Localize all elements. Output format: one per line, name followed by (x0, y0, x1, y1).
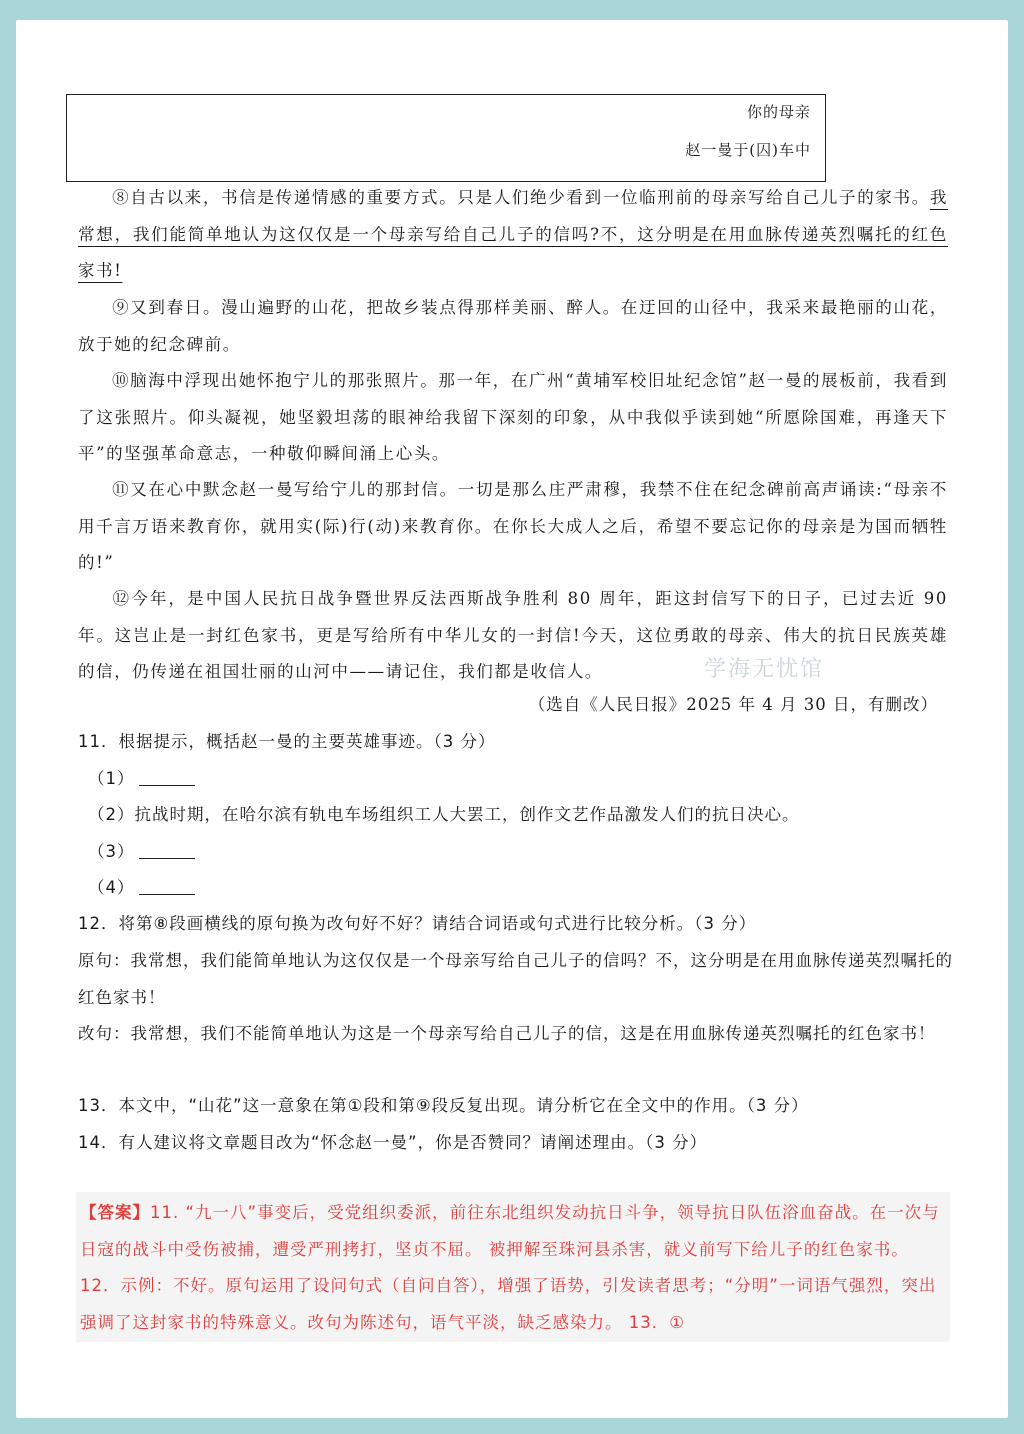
answer-tag: 【答案】 (80, 1203, 150, 1222)
question-13: 13．本文中，“山花”这一意象在第①段和第⑨段反复出现。请分析它在全文中的作用。（3 分） (78, 1096, 809, 1115)
watermark: 学海无忧馆 (704, 657, 825, 682)
question-11-item-4 (88, 870, 968, 907)
letter-closing: 你的母亲 (746, 103, 811, 121)
paragraph-10 (78, 363, 948, 473)
question-11: 11．根据提示，概括赵一曼的主要英雄事迹。（3 分） (78, 732, 496, 751)
paragraph-12-text: ⑫今年，是中国人民抗日战争暨世界反法西斯战争胜利 80 周年，距这封信写下的日子，已过去近 90 年。这岂止是一封红色家书，更是写给所有中华儿女的一封信!今天，这位勇敢的母亲、伟大的抗日民族英雄的信，仍传递在祖国壮丽的山河中——请记住，我们都是收信人。 (78, 589, 948, 681)
answer-blank[interactable] (139, 767, 195, 786)
paragraph-9-text: ⑨又到春日。漫山遍野的山花，把故乡装点得那样美丽、醉人。在迂回的山径中，我采来最艳丽的山花，放于她的纪念碑前。 (78, 298, 948, 354)
question-11-item-1 (88, 761, 968, 798)
item-number: （1） (88, 769, 135, 788)
question-14: 14．有人建议将文章题目改为“怀念赵一曼”，你是否赞同？请阐述理由。（3 分） (78, 1133, 708, 1152)
question-12: 12．将第⑧段画横线的原句换为改句好不好？请结合词语或句式进行比较分析。（3 分） (78, 914, 757, 933)
answer-blank[interactable] (139, 876, 195, 895)
letter-excerpt-box (66, 94, 826, 182)
answer-text-block (76, 1192, 950, 1341)
item-number: （4） (88, 878, 135, 897)
paragraph-10-text: ⑩脑海中浮现出她怀抱宁儿的那张照片。那一年，在广州“黄埔军校旧址纪念馆”赵一曼的展板前，我看到了这张照片。仰头凝视，她坚毅坦荡的眼神给我留下深刻的印象，从中我似乎读到她“所愿除国难，再逢天下平”的坚强革命意志，一种敬仰瞬间涌上心头。 (78, 371, 948, 463)
paragraph-11 (78, 472, 948, 582)
exam-page (16, 20, 1008, 1418)
paragraph-11-text: ⑪又在心中默念赵一曼写给宁儿的那封信。一切是那么庄严肃穆，我禁不住在纪念碑前高声诵读:“母亲不用千言万语来教育你，就用实(际)行(动)来教育你。在你长大成人之后，希望不要忘记你的母亲是为国而牺牲的!” (78, 480, 948, 572)
answer-blank[interactable] (139, 840, 195, 859)
letter-signature: 赵一曼于(囚)车中 (685, 141, 811, 159)
paragraph-8-underlined-sentence: 我常想，我们能简单地认为这仅仅是一个母亲写给自己儿子的信吗?不，这分明是在用血脉传递英烈嘱托的红色家书! (78, 188, 948, 280)
paragraph-9 (78, 290, 948, 363)
paragraph-8 (78, 180, 948, 290)
question-12-original-sentence: 原句：我常想，我们能简单地认为这仅仅是一个母亲写给自己儿子的信吗？不，这分明是在用血脉传递英烈嘱托的红色家书！ (78, 951, 953, 1007)
source-citation: （选自《人民日报》2025 年 4 月 30 日，有删改） (528, 695, 938, 714)
answer-text: 11. “九一八”事变后，受党组织委派，前往东北组织发动抗日斗争，领导抗日队伍浴血奋战。在一次与日寇的战斗中受伤被捕，遭受严刑拷打，坚贞不屈。 被押解至珠河县杀害，就义前写下给儿子的红色家书。 12．示例：不好。原句运用了设问句式（自问自答），增强了语势，引发读者思考；“分明”一词语气强烈，突出强调了这封家书的特殊意义。改句为陈述句，语气平淡，缺乏感染力。 13．① (80, 1203, 940, 1332)
item-number: （3） (88, 842, 135, 861)
answer-section (76, 1192, 950, 1342)
paragraph-8-head: ⑧自古以来，书信是传递情感的重要方式。只是人们绝少看到一位临刑前的母亲写给自己儿子的家书。 (112, 188, 930, 207)
question-12-revised-sentence: 改句：我常想，我们不能简单地认为这是一个母亲写给自己儿子的信，这是在用血脉传递英烈嘱托的红色家书！ (78, 1024, 936, 1043)
question-11-item-2: （2）抗战时期，在哈尔滨有轨电车场组织工人大罢工，创作文艺作品激发人们的抗日决心。 (88, 805, 800, 824)
question-11-item-3 (88, 834, 968, 871)
